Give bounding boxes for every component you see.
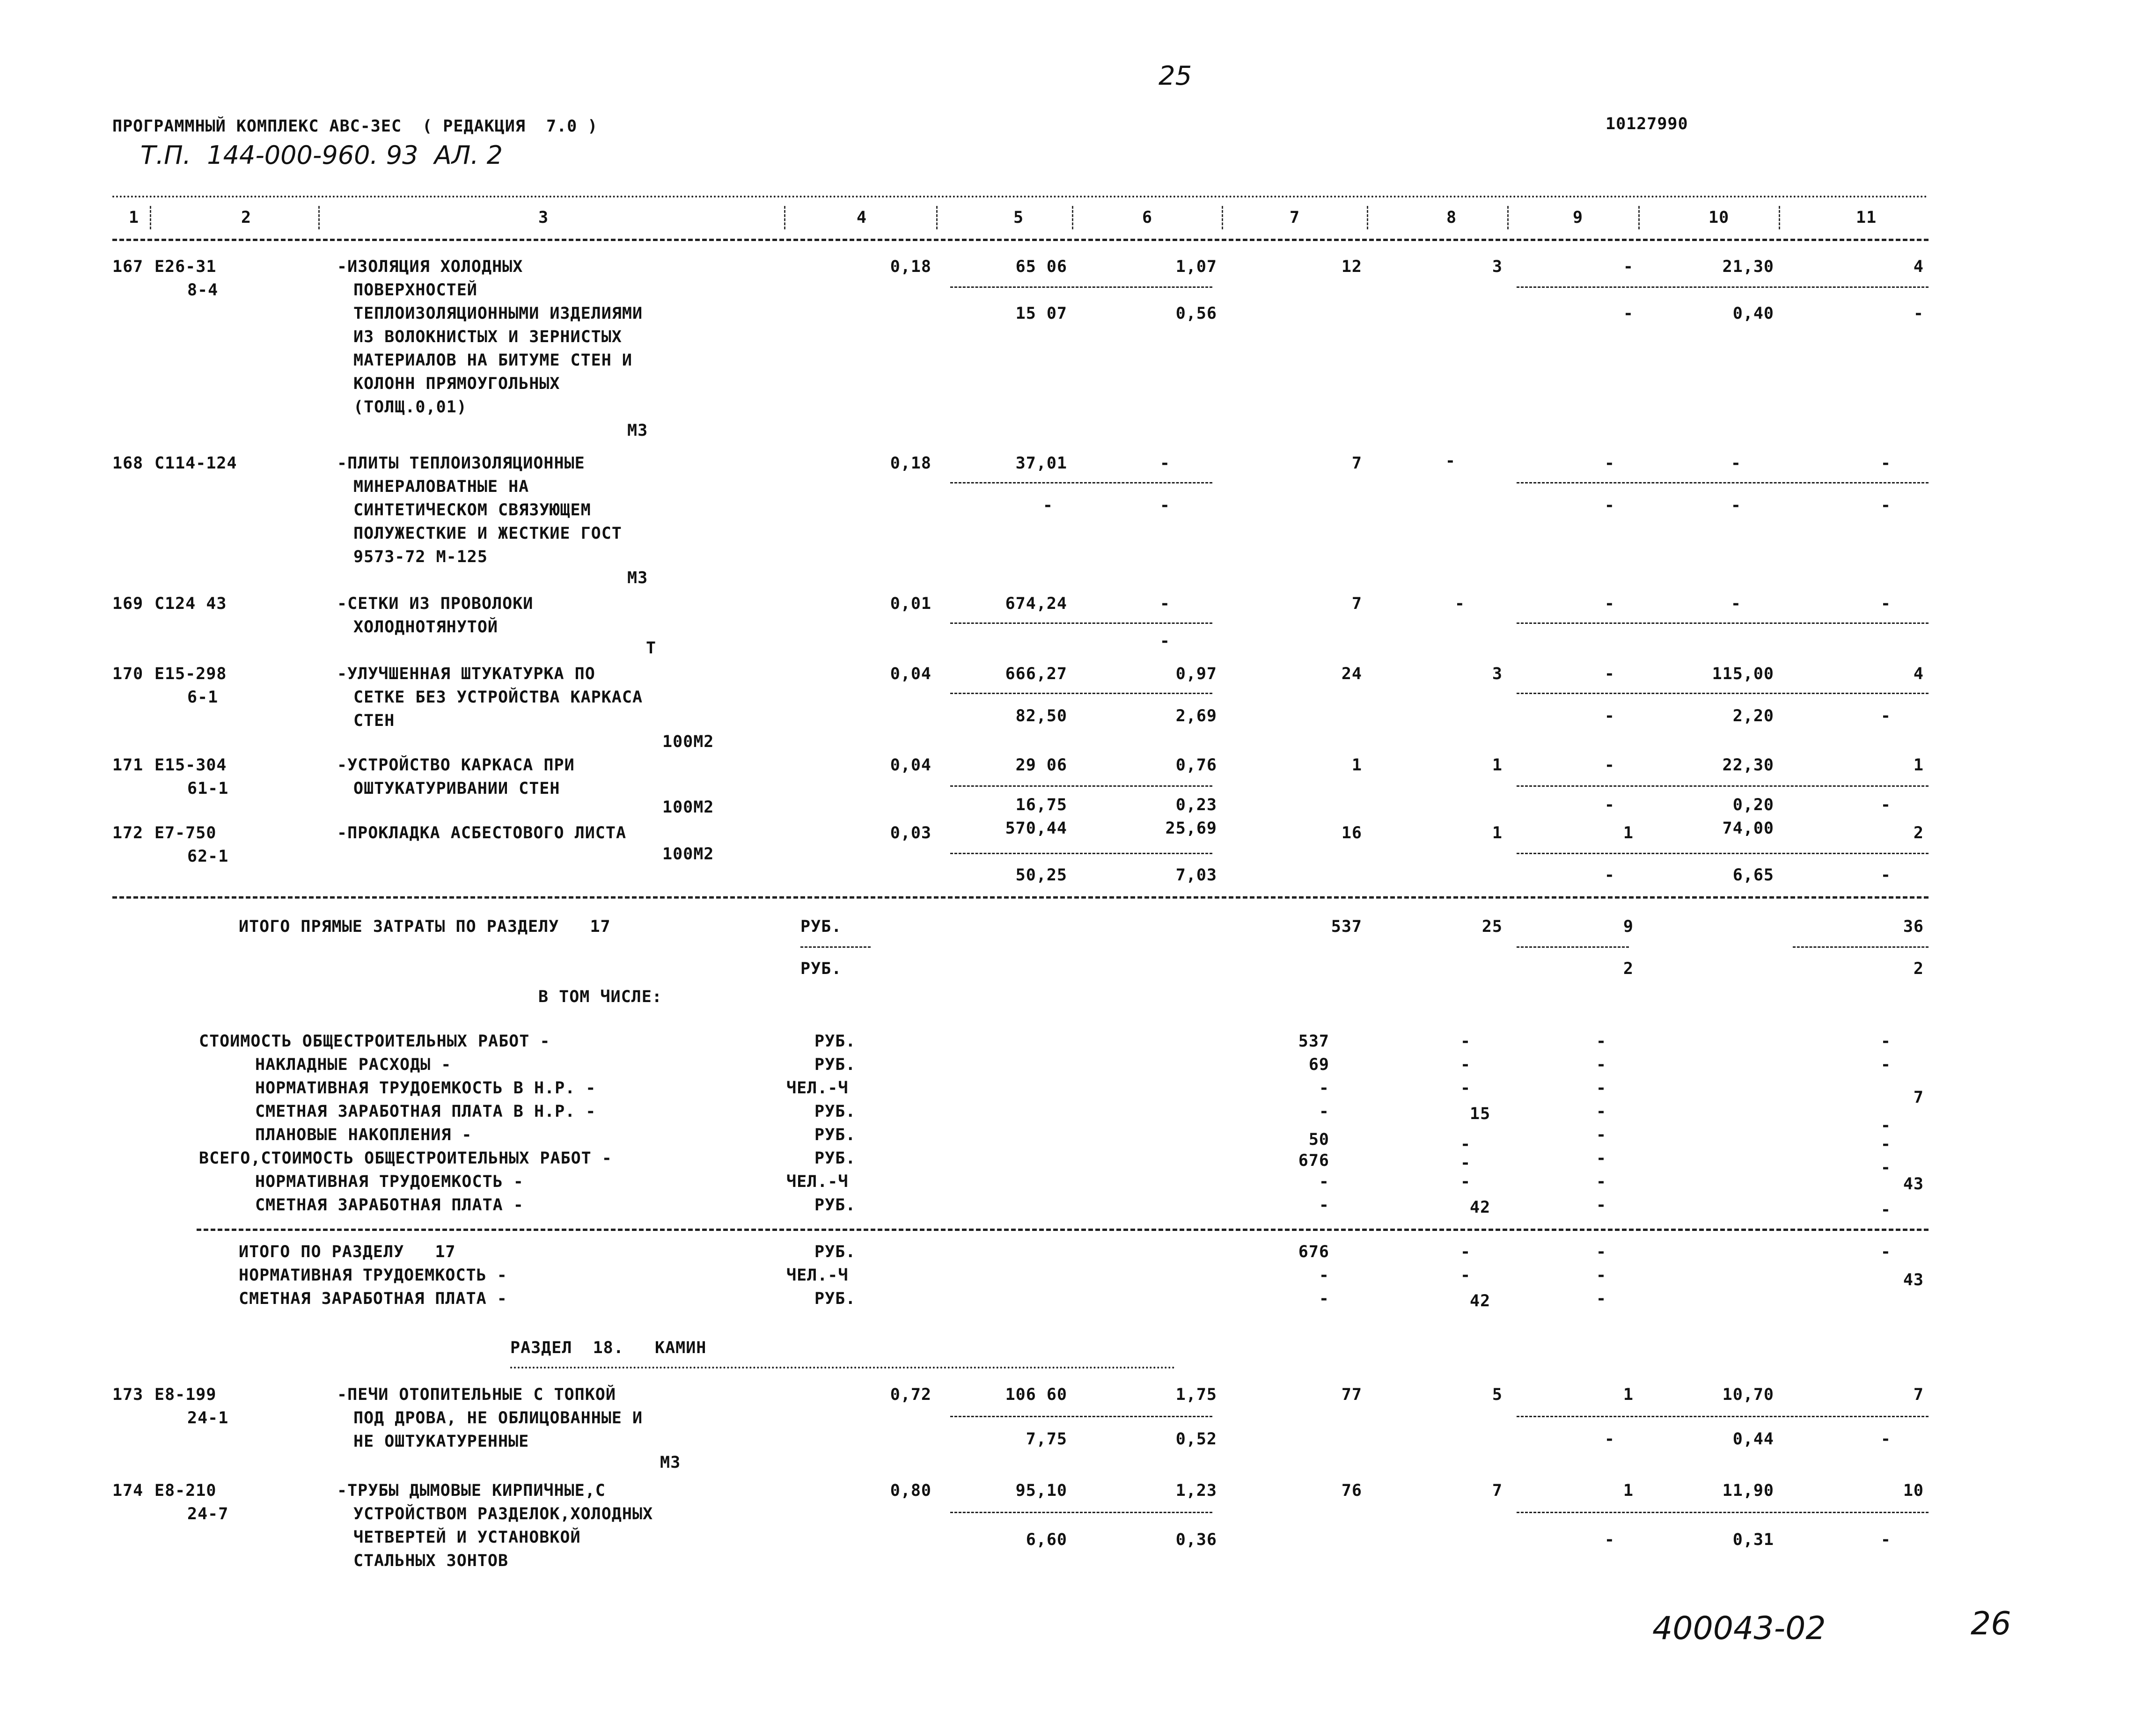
col-divider [318, 206, 320, 229]
row-description: -ПЕЧИ ОТОПИТЕЛЬНЫЕ С ТОПКОЙ [337, 1385, 616, 1404]
cell-labor-mech: 6,65 [1732, 866, 1774, 885]
summary-label: ИТОГО ПО РАЗДЕЛУ 17 [239, 1243, 456, 1261]
row-description: СИНТЕТИЧЕСКОМ СВЯЗУЮЩЕМ [353, 501, 591, 520]
row-description: ХОЛОДНОТЯНУТОЙ [353, 618, 499, 637]
header-top-rule [112, 196, 1929, 198]
row-subrule [950, 622, 1212, 624]
cell-labor: 10,70 [1722, 1385, 1774, 1404]
row-unit: М3 [627, 569, 648, 587]
breakdown-c11: - [1880, 1135, 1891, 1154]
cell-price-wage: 82,50 [1015, 707, 1067, 725]
cell-labor-mech-total: - [1880, 1430, 1891, 1449]
totals-subrule [800, 946, 871, 948]
breakdown-c8: - [1460, 1172, 1471, 1191]
breakdown-c8: 15 [1470, 1105, 1491, 1123]
row-description: КОЛОНН ПРЯМОУГОЛЬНЫХ [353, 374, 560, 393]
row-description: МИНЕРАЛОВАТНЫЕ НА [353, 477, 529, 496]
summary-c7: - [1319, 1289, 1329, 1308]
col-num: 7 [1290, 208, 1300, 227]
row-subrule [950, 286, 1212, 288]
cell-labor-mech-total: - [1880, 707, 1891, 725]
col-num: 10 [1709, 208, 1730, 227]
cell-mech-wage: - [1604, 1430, 1615, 1449]
breakdown-label: НОРМАТИВНАЯ ТРУДОЕМКОСТЬ В Н.Р. - [255, 1079, 596, 1098]
col-num: 6 [1142, 208, 1153, 227]
breakdown-c7: 69 [1308, 1055, 1329, 1074]
row-description: СТЕН [353, 711, 395, 730]
cell-labor: - [1731, 594, 1741, 613]
row-code: Е15-298 [154, 665, 227, 683]
summary-c7: 676 [1298, 1243, 1329, 1261]
row-description: -УСТРОЙСТВО КАРКАСА ПРИ [337, 756, 575, 775]
breakdown-c11: - [1880, 1032, 1891, 1051]
breakdown-c11: 7 [1913, 1088, 1924, 1107]
cell-labor: 11,90 [1722, 1481, 1774, 1500]
row-description: -ТРУБЫ ДЫМОВЫЕ КИРПИЧНЫЕ,С [337, 1481, 606, 1500]
row-subrule [950, 785, 1212, 787]
breakdown-c11: - [1880, 1055, 1891, 1074]
cell-labor-total: 2 [1913, 824, 1924, 842]
summary-label: НОРМАТИВНАЯ ТРУДОЕМКОСТЬ - [239, 1266, 507, 1285]
row-number: 171 [112, 756, 144, 775]
including-heading: В ТОМ ЧИСЛЕ: [538, 988, 662, 1006]
cell-wage: 7 [1492, 1481, 1503, 1500]
summary-c8: - [1460, 1266, 1471, 1285]
col-divider [1367, 206, 1368, 229]
breakdown-c9: - [1596, 1079, 1607, 1098]
row-number: 170 [112, 665, 144, 683]
cell-wage: 1 [1492, 824, 1503, 842]
totals-subrule [1793, 946, 1929, 948]
summary-c9: - [1596, 1289, 1607, 1308]
summary-c9: - [1596, 1266, 1607, 1285]
row-description: ТЕПЛОИЗОЛЯЦИОННЫМИ ИЗДЕЛИЯМИ [353, 304, 643, 323]
cell-labor-total: 10 [1903, 1481, 1924, 1500]
cell-labor-total: 7 [1913, 1385, 1924, 1404]
breakdown-c7: 537 [1298, 1032, 1329, 1051]
cell-price-wage: - [1042, 496, 1053, 515]
cell-mech: 1 [1623, 824, 1634, 842]
breakdown-c9: - [1596, 1032, 1607, 1051]
row-subrule [950, 482, 1212, 483]
summary-unit: ЧЕЛ.-Ч [786, 1266, 849, 1285]
cell-wage: 1 [1492, 756, 1503, 775]
breakdown-unit: РУБ. [814, 1149, 856, 1168]
totals-c11b: 2 [1913, 959, 1924, 978]
cell-qty: 0,01 [890, 594, 931, 613]
row-description: НЕ ОШТУКАТУРЕННЫЕ [353, 1432, 529, 1451]
cell-price: 674,24 [1005, 594, 1067, 613]
cell-labor-mech: - [1731, 496, 1741, 515]
cell-labor-total: - [1880, 454, 1891, 473]
breakdown-label: НАКЛАДНЫЕ РАСХОДЫ - [255, 1055, 452, 1074]
cell-qty: 0,18 [890, 454, 931, 473]
breakdown-label: СМЕТНАЯ ЗАРАБОТНАЯ ПЛАТА В Н.Р. - [255, 1102, 596, 1121]
cell-mech-wage: - [1604, 496, 1615, 515]
cell-price-mech: 1,23 [1175, 1481, 1217, 1500]
row-description: (ТОЛЩ.0,01) [353, 398, 467, 417]
header-bottom-rule [112, 239, 1929, 241]
cell-total: 7 [1351, 454, 1362, 473]
cell-labor-total: 4 [1913, 665, 1924, 683]
row-description: ЧЕТВЕРТЕЙ И УСТАНОВКОЙ [353, 1528, 581, 1547]
totals-unit: РУБ. [800, 959, 842, 978]
breakdown-label: ВСЕГО,СТОИМОСТЬ ОБЩЕСТРОИТЕЛЬНЫХ РАБОТ - [199, 1149, 612, 1168]
cell-price-mech-wage: 0,23 [1175, 796, 1217, 814]
cell-qty: 0,18 [890, 257, 931, 276]
row-subrule [1517, 482, 1929, 483]
summary-c7: - [1319, 1266, 1329, 1285]
row-code: С114-124 [154, 454, 237, 473]
cell-price-wage: 15 07 [1015, 304, 1067, 323]
totals-c9b: 2 [1623, 959, 1634, 978]
row-unit: 100М2 [662, 845, 714, 864]
cell-qty: 0,72 [890, 1385, 931, 1404]
cell-mech-wage: - [1623, 304, 1634, 323]
totals-c8: 25 [1481, 917, 1503, 936]
row-number: 167 [112, 257, 144, 276]
breakdown-c7: - [1319, 1196, 1329, 1215]
breakdown-c11: - [1880, 1116, 1891, 1135]
col-divider [150, 206, 151, 229]
row-description: 9573-72 М-125 [353, 548, 488, 566]
cell-price: 65 06 [1015, 257, 1067, 276]
col-divider [1638, 206, 1640, 229]
cell-price: 37,01 [1015, 454, 1067, 473]
cell-qty: 0,80 [890, 1481, 931, 1500]
col-num: 3 [538, 208, 549, 227]
breakdown-c9: - [1596, 1126, 1607, 1144]
cell-qty: 0,03 [890, 824, 931, 842]
row-subrule [1517, 622, 1929, 624]
row-unit: М3 [627, 421, 648, 440]
breakdown-bottom-rule [197, 1229, 1929, 1231]
cell-labor: - [1731, 454, 1741, 473]
cell-price-mech-wage: - [1159, 632, 1170, 651]
totals-title: ИТОГО ПРЯМЫЕ ЗАТРАТЫ ПО РАЗДЕЛУ 17 [239, 917, 611, 936]
program-code: 10127990 [1606, 115, 1688, 133]
cell-labor-mech: 0,44 [1732, 1430, 1774, 1449]
summary-unit: РУБ. [814, 1289, 856, 1308]
cell-mech-wage: - [1604, 1530, 1615, 1549]
row-subrule [950, 853, 1212, 854]
row-description: ПОЛУЖЕСТКИЕ И ЖЕСТКИЕ ГОСТ [353, 524, 622, 543]
row-unit: 100М2 [662, 798, 714, 817]
cell-qty: 0,04 [890, 756, 931, 775]
breakdown-c8: - [1460, 1079, 1471, 1098]
summary-unit: РУБ. [814, 1243, 856, 1261]
breakdown-c8: - [1460, 1135, 1471, 1154]
section-heading: РАЗДЕЛ 18. КАМИН [510, 1339, 707, 1357]
breakdown-c9: - [1596, 1055, 1607, 1074]
cell-price-mech-wage: 0,52 [1175, 1430, 1217, 1449]
col-num: 4 [857, 208, 867, 227]
col-num: 11 [1856, 208, 1877, 227]
cell-labor-mech-total: - [1913, 304, 1924, 323]
cell-price-wage: 50,25 [1015, 866, 1067, 885]
cell-wage: 3 [1492, 665, 1503, 683]
breakdown-c8: - [1460, 1055, 1471, 1074]
cell-price-wage: 16,75 [1015, 796, 1067, 814]
cell-price: 95,10 [1015, 1481, 1067, 1500]
row-code: Е7-750 [154, 824, 217, 842]
cell-labor-mech-total: - [1880, 796, 1891, 814]
col-num: 2 [241, 208, 252, 227]
breakdown-unit: РУБ. [814, 1196, 856, 1215]
breakdown-unit: ЧЕЛ.-Ч [786, 1172, 849, 1191]
breakdown-c11: - [1880, 1201, 1891, 1219]
cell-labor-mech: 2,20 [1732, 707, 1774, 725]
row-unit: М3 [660, 1453, 681, 1472]
row-subrule [1517, 1512, 1929, 1513]
row-code: Е8-210 [154, 1481, 217, 1500]
row-code-secondary: 24-1 [187, 1409, 229, 1428]
cell-labor-mech: 0,20 [1732, 796, 1774, 814]
summary-label: СМЕТНАЯ ЗАРАБОТНАЯ ПЛАТА - [239, 1289, 507, 1308]
row-code-secondary: 61-1 [187, 779, 229, 798]
summary-c11: 43 [1903, 1271, 1924, 1289]
row-subrule [1517, 1416, 1929, 1417]
cell-labor-mech-total: - [1880, 866, 1891, 885]
totals-c11: 36 [1903, 917, 1924, 936]
row-code-secondary: 62-1 [187, 847, 229, 866]
breakdown-c7: 50 [1308, 1130, 1329, 1149]
cell-price-mech-wage: 7,03 [1175, 866, 1217, 885]
row-description: СЕТКЕ БЕЗ УСТРОЙСТВА КАРКАСА [353, 688, 643, 707]
cell-labor-total: - [1880, 594, 1891, 613]
row-description: -ПРОКЛАДКА АСБЕСТОВОГО ЛИСТА [337, 824, 627, 842]
summary-c11: - [1880, 1243, 1891, 1261]
cell-mech: 1 [1623, 1385, 1634, 1404]
cell-price-mech-wage: 0,56 [1175, 304, 1217, 323]
row-code: Е15-304 [154, 756, 227, 775]
cell-mech: - [1604, 454, 1615, 473]
cell-labor-mech-total: - [1880, 1530, 1891, 1549]
cell-labor-mech-total: - [1880, 496, 1891, 515]
program-line: ПРОГРАММНЫЙ КОМПЛЕКС АВС-3ЕС ( РЕДАКЦИЯ 7.0 ) [112, 117, 598, 136]
breakdown-c8: - [1460, 1032, 1471, 1051]
breakdown-c9: - [1596, 1172, 1607, 1191]
breakdown-c9: - [1596, 1196, 1607, 1215]
cell-wage: - [1445, 452, 1456, 470]
row-code: Е26-31 [154, 257, 217, 276]
cell-price-wage: 7,75 [1026, 1430, 1067, 1449]
cell-labor-mech: 0,40 [1732, 304, 1774, 323]
breakdown-c7: - [1319, 1079, 1329, 1098]
breakdown-c11: 43 [1903, 1175, 1924, 1193]
cell-total: 12 [1341, 257, 1362, 276]
cell-labor: 74,00 [1722, 819, 1774, 838]
cell-total: 7 [1351, 594, 1362, 613]
totals-c9: 9 [1623, 917, 1634, 936]
breakdown-c11: - [1880, 1158, 1891, 1177]
row-description: -ИЗОЛЯЦИЯ ХОЛОДНЫХ [337, 257, 523, 276]
cell-price-mech-wage: - [1159, 496, 1170, 515]
row-description: МАТЕРИАЛОВ НА БИТУМЕ СТЕН И [353, 351, 632, 370]
cell-mech: - [1604, 594, 1615, 613]
breakdown-c9: - [1596, 1102, 1607, 1121]
row-code-secondary: 6-1 [187, 688, 219, 707]
breakdown-unit: РУБ. [814, 1032, 856, 1051]
breakdown-label: НОРМАТИВНАЯ ТРУДОЕМКОСТЬ - [255, 1172, 524, 1191]
cell-price-mech: 25,69 [1165, 819, 1217, 838]
col-divider [1072, 206, 1073, 229]
cell-price-mech: 1,75 [1175, 1385, 1217, 1404]
breakdown-label: СТОИМОСТЬ ОБЩЕСТРОИТЕЛЬНЫХ РАБОТ - [199, 1032, 550, 1051]
cell-price: 29 06 [1015, 756, 1067, 775]
breakdown-unit: РУБ. [814, 1102, 856, 1121]
cell-total: 16 [1341, 824, 1362, 842]
breakdown-label: СМЕТНАЯ ЗАРАБОТНАЯ ПЛАТА - [255, 1196, 524, 1215]
breakdown-unit: РУБ. [814, 1126, 856, 1144]
row-unit: Т [646, 639, 657, 658]
row-number: 174 [112, 1481, 144, 1500]
col-num: 1 [129, 208, 139, 227]
cell-price-mech-wage: 2,69 [1175, 707, 1217, 725]
col-divider [1222, 206, 1223, 229]
breakdown-c8: 42 [1470, 1198, 1491, 1217]
cell-price-mech: - [1159, 594, 1170, 613]
cell-price-mech: - [1159, 454, 1170, 473]
row-subrule [1517, 693, 1929, 694]
breakdown-unit: РУБ. [814, 1055, 856, 1074]
cell-price: 666,27 [1005, 665, 1067, 683]
cell-labor-total: 4 [1913, 257, 1924, 276]
row-subrule [950, 1416, 1212, 1417]
row-description: ИЗ ВОЛОКНИСТЫХ И ЗЕРНИСТЫХ [353, 328, 622, 346]
breakdown-c8: - [1460, 1154, 1471, 1172]
document-code: 400043-02 [1652, 1610, 1826, 1647]
row-subrule [1517, 785, 1929, 787]
row-subrule [950, 693, 1212, 694]
breakdown-c9: - [1596, 1149, 1607, 1168]
breakdown-unit: ЧЕЛ.-Ч [786, 1079, 849, 1098]
col-divider [936, 206, 938, 229]
page-number: 25 [1159, 61, 1192, 91]
cell-labor-mech: 0,31 [1732, 1530, 1774, 1549]
totals-subrule [1517, 946, 1629, 948]
cell-labor: 22,30 [1722, 756, 1774, 775]
footer-page-number: 26 [1971, 1605, 2011, 1642]
totals-c7: 537 [1331, 917, 1362, 936]
row-subrule [1517, 286, 1929, 288]
row-description: СТАЛЬНЫХ ЗОНТОВ [353, 1552, 509, 1570]
cell-total: 24 [1341, 665, 1362, 683]
cell-price-mech: 1,07 [1175, 257, 1217, 276]
col-num: 5 [1013, 208, 1024, 227]
col-divider [1779, 206, 1780, 229]
row-description: -УЛУЧШЕННАЯ ШТУКАТУРКА ПО [337, 665, 595, 683]
row-number: 173 [112, 1385, 144, 1404]
row-code-secondary: 8-4 [187, 281, 219, 300]
row-description: -СЕТКИ ИЗ ПРОВОЛОКИ [337, 594, 534, 613]
row-description: УСТРОЙСТВОМ РАЗДЕЛОК,ХОЛОДНЫХ [353, 1505, 653, 1523]
cell-total: 76 [1341, 1481, 1362, 1500]
row-code-secondary: 24-7 [187, 1505, 229, 1523]
cell-mech-wage: - [1604, 707, 1615, 725]
col-num: 8 [1446, 208, 1457, 227]
col-divider [784, 206, 785, 229]
cell-price-mech-wage: 0,36 [1175, 1530, 1217, 1549]
row-description: -ПЛИТЫ ТЕПЛОИЗОЛЯЦИОННЫЕ [337, 454, 585, 473]
cell-price: 570,44 [1005, 819, 1067, 838]
cell-mech-wage: - [1604, 796, 1615, 814]
col-num: 9 [1573, 208, 1584, 227]
cell-total: 77 [1341, 1385, 1362, 1404]
row-description: ПОД ДРОВА, НЕ ОБЛИЦОВАННЫЕ И [353, 1409, 643, 1428]
row-number: 169 [112, 594, 144, 613]
summary-c9: - [1596, 1243, 1607, 1261]
row-description: ПОВЕРХНОСТЕЙ [353, 281, 477, 300]
row-unit: 100М2 [662, 732, 714, 751]
cell-mech: - [1604, 756, 1615, 775]
cell-labor: 21,30 [1722, 257, 1774, 276]
cell-labor: 115,00 [1712, 665, 1774, 683]
cell-wage: 3 [1492, 257, 1503, 276]
cell-wage: 5 [1492, 1385, 1503, 1404]
cell-price-mech: 0,76 [1175, 756, 1217, 775]
cell-mech: 1 [1623, 1481, 1634, 1500]
breakdown-c7: 676 [1298, 1151, 1329, 1170]
row-number: 172 [112, 824, 144, 842]
col-divider [1507, 206, 1509, 229]
totals-unit: РУБ. [800, 917, 842, 936]
project-reference: Т.П. 144-000-960. 93 АЛ. 2 [140, 140, 503, 170]
row-description: ОШТУКАТУРИВАНИИ СТЕН [353, 779, 560, 798]
row-number: 168 [112, 454, 144, 473]
cell-labor-total: 1 [1913, 756, 1924, 775]
breakdown-c7: - [1319, 1102, 1329, 1121]
row-subrule [1517, 853, 1929, 854]
cell-wage: - [1454, 594, 1465, 613]
cell-mech-wage: - [1604, 866, 1615, 885]
cell-mech: - [1604, 665, 1615, 683]
cell-total: 1 [1351, 756, 1362, 775]
row-subrule [950, 1512, 1212, 1513]
cell-price-wage: 6,60 [1026, 1530, 1067, 1549]
table-bottom-rule [112, 896, 1929, 899]
breakdown-c7: - [1319, 1172, 1329, 1191]
cell-mech: - [1623, 257, 1634, 276]
cell-price: 106 60 [1005, 1385, 1067, 1404]
cell-qty: 0,04 [890, 665, 931, 683]
section-heading-underline [510, 1367, 1175, 1369]
row-code: Е8-199 [154, 1385, 217, 1404]
summary-c8: 42 [1470, 1292, 1491, 1310]
row-code: С124 43 [154, 594, 227, 613]
summary-c8: - [1460, 1243, 1471, 1261]
cell-price-mech: 0,97 [1175, 665, 1217, 683]
breakdown-label: ПЛАНОВЫЕ НАКОПЛЕНИЯ - [255, 1126, 472, 1144]
